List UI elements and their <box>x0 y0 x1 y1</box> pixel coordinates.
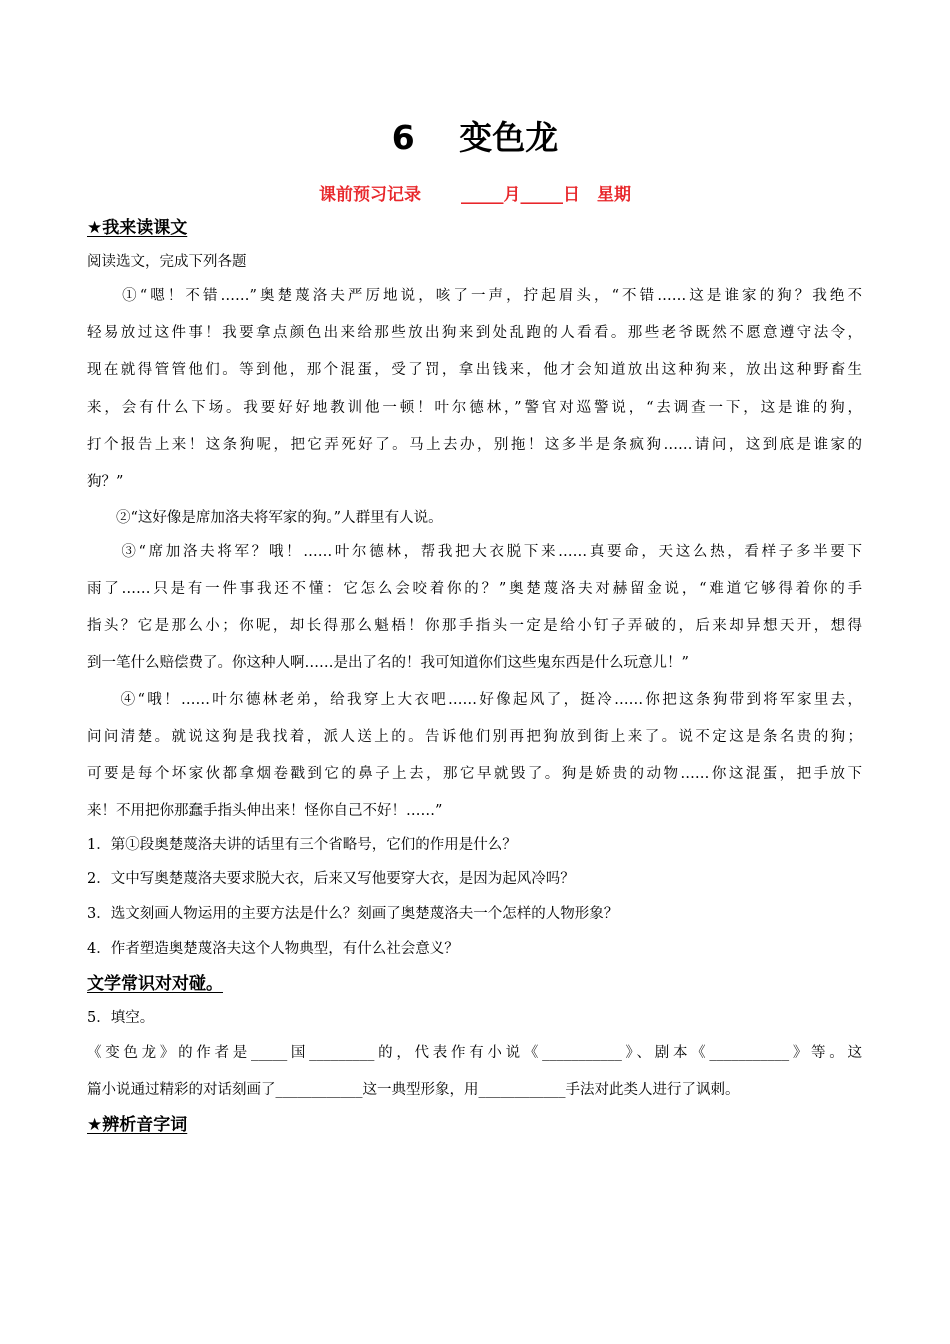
paragraph-3-line: 雨了……只是有一件事我还不懂：它怎么会咬着你的？”奥楚蔑洛夫对赫留金说，“难道它够得着你的手 <box>87 581 862 597</box>
paragraph-1-line: 轻易放过这件事！我要拿点颜色出来给那些放出狗来到处乱跑的人看看。那些老爷既然不愿意遵守法令， <box>87 325 862 341</box>
paragraph-1-line: 打个报告上来！这条狗呢，把它弄死好了。马上去办，别拖！这多半是条疯狗……请问，这到底是谁家的 <box>87 437 862 453</box>
fill-blank-line: 篇小说通过精彩的对话刻画了____________这一典型形象，用____________手法对此类人进行了讽刺。 <box>87 1082 740 1098</box>
section-heading-pronunciation: ★辨析音字词 <box>87 1115 188 1135</box>
question-1: 1．第①段奥楚蔑洛夫讲的话里有三个省略号，它们的作用是什么？ <box>87 837 517 853</box>
paragraph-1-line: 狗？” <box>87 474 124 490</box>
fill-blank-line: 《变色龙》的作者是_____国_________的，代表作有小说《___________》、剧本《___________》等。这 <box>87 1045 862 1061</box>
preview-record-line: 课前预习记录 _____月_____日 星期 <box>319 185 631 205</box>
reading-instruction: 阅读选文，完成下列各题 <box>87 254 247 270</box>
paragraph-2-line: ②“这好像是席加洛夫将军家的狗。”人群里有人说。 <box>87 510 443 526</box>
section-heading-literary-knowledge: 文学常识对对碰。 <box>87 974 223 994</box>
paragraph-3-line: 到一笔什么赔偿费了。你这种人啊……是出了名的！我可知道你们这些鬼东西是什么玩意儿！” <box>87 655 689 671</box>
question-5: 5．填空。 <box>87 1010 155 1026</box>
lesson-title: 6 变色龙 <box>391 118 559 157</box>
paragraph-1-line: 现在就得管管他们。等到他，那个混蛋，受了罚，拿出钱来，他才会知道放出这种狗来，放出这种野畜生 <box>87 362 862 378</box>
question-3: 3．选文刻画人物运用的主要方法是什么？刻画了奥楚蔑洛夫一个怎样的人物形象？ <box>87 906 619 922</box>
paragraph-4-line: 问问清楚。就说这狗是我找着，派人送上的。告诉他们别再把狗放到街上来了。说不定这是条名贵的狗； <box>87 729 862 745</box>
paragraph-1-line: ①“嗯！不错……”奥楚蔑洛夫严厉地说，咳了一声，拧起眉头，“不错……这是谁家的狗？我绝不 <box>87 288 862 304</box>
paragraph-4-line: ④“哦！……叶尔德林老弟，给我穿上大衣吧……好像起风了，挺冷……你把这条狗带到将军家里去， <box>87 692 862 708</box>
section-heading-read-text: ★我来读课文 <box>87 218 188 238</box>
paragraph-3-line: ③“席加洛夫将军？哦！……叶尔德林，帮我把大衣脱下来……真要命，天这么热，看样子多半要下 <box>87 544 862 560</box>
question-4: 4．作者塑造奥楚蔑洛夫这个人物典型，有什么社会意义？ <box>87 941 459 957</box>
paragraph-1-line: 来，会有什么下场。我要好好地教训他一顿！叶尔德林，”警官对巡警说，“去调查一下，这是谁的狗， <box>87 400 862 416</box>
paragraph-3-line: 指头？它是那么小；你呢，却长得那么魁梧！你那手指头一定是给小钉子弄破的，后来却异想天开，想得 <box>87 618 862 634</box>
paragraph-4-line: 可要是每个坏家伙都拿烟卷戳到它的鼻子上去，那它早就毁了。狗是娇贵的动物……你这混蛋，把手放下 <box>87 766 862 782</box>
paragraph-4-line: 来！不用把你那蠢手指头伸出来！怪你自己不好！……” <box>87 803 443 819</box>
question-2: 2．文中写奥楚蔑洛夫要求脱大衣，后来又写他要穿大衣，是因为起风冷吗？ <box>87 871 575 887</box>
